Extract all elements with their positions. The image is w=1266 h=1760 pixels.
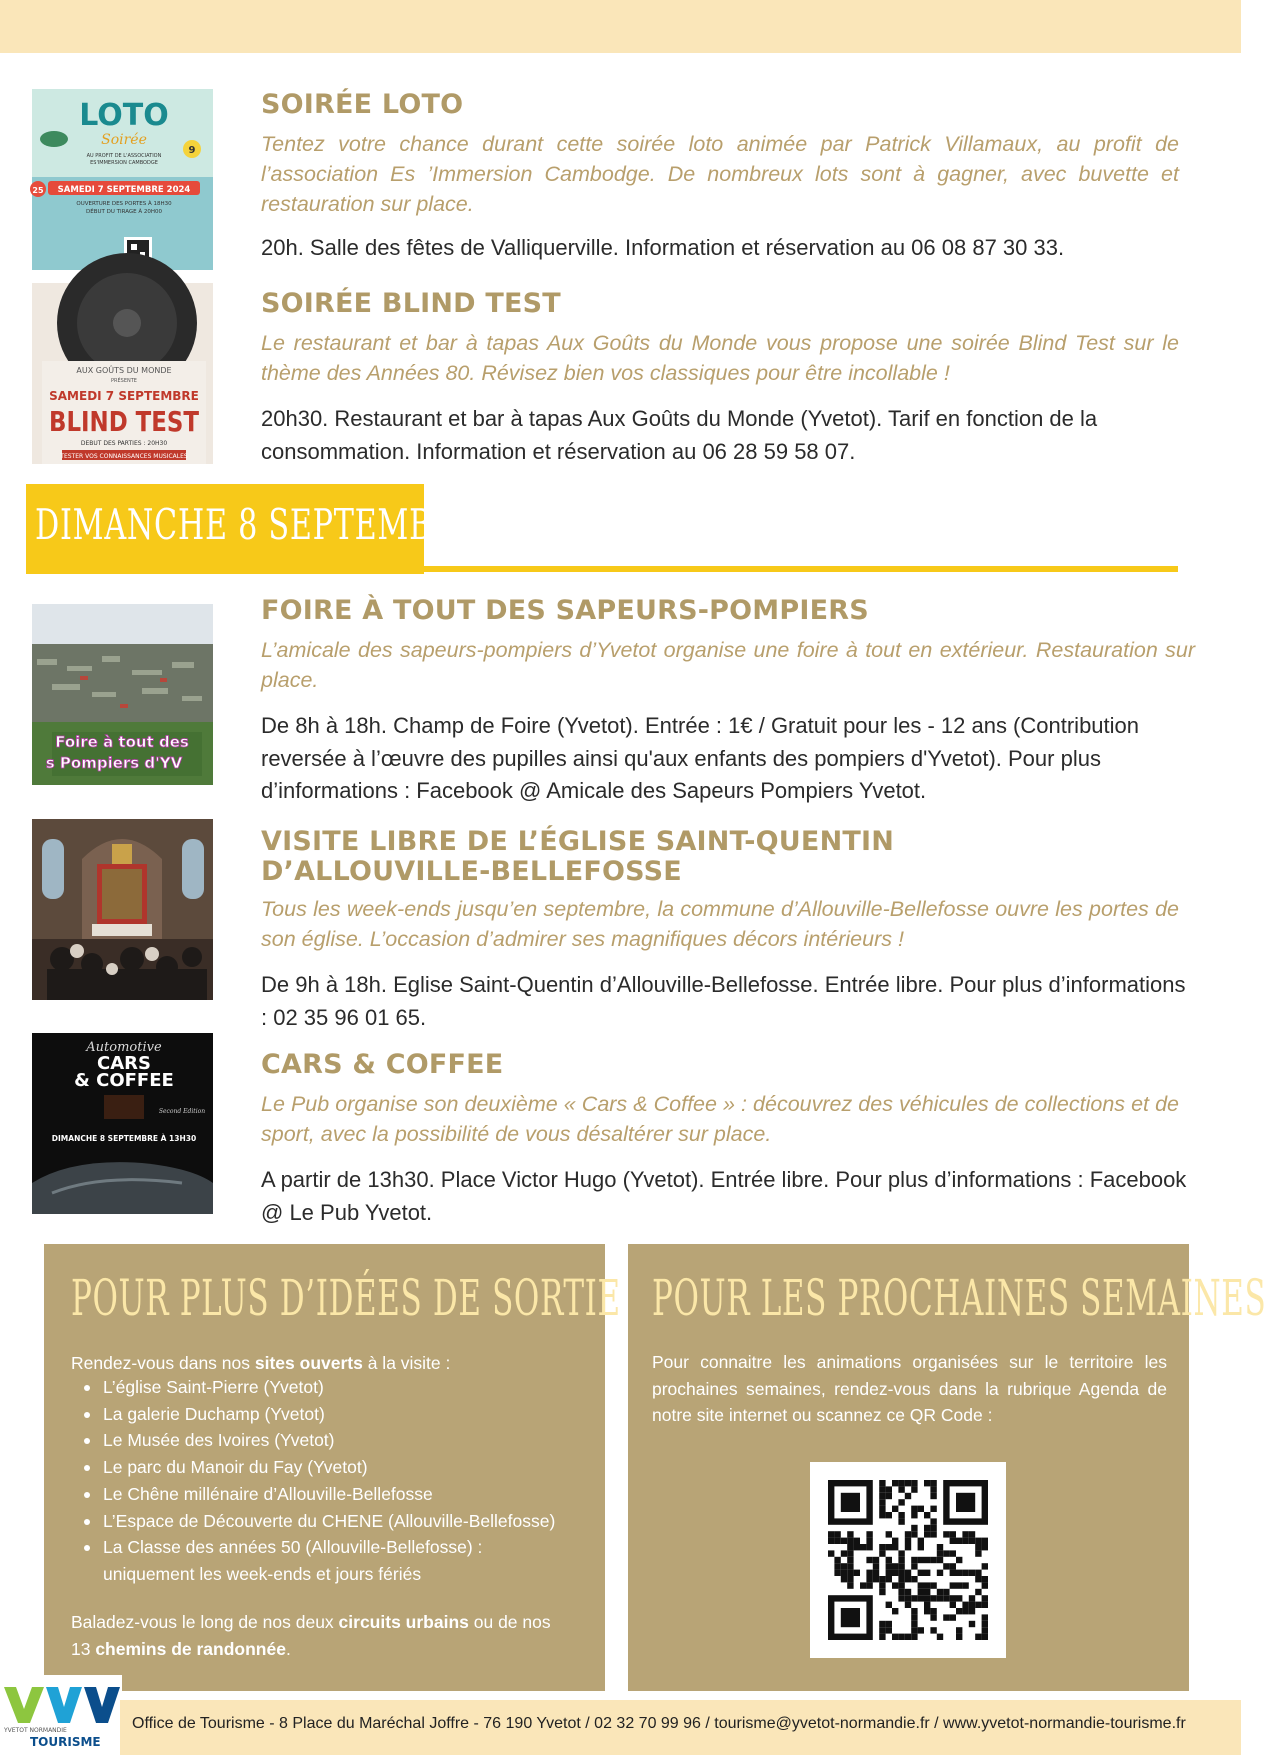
blind-poster-title: BLIND TEST [49,405,199,438]
event-info-eglise-saint-quentin: De 9h à 18h. Eglise Saint-Quentin d’Allouville-Bellefosse. Entrée libre. Pour plus d’informations : 02 35 96 01 65. [261,972,1186,1030]
list-item: L’église Saint-Pierre (Yvetot) [71,1374,555,1401]
event-info-foire-a-tout: De 8h à 18h. Champ de Foire (Yvetot). Entrée : 1€ / Gratuit pour les - 12 ans (Contribution reversée à l’œuvre des pupilles ainsi qu'aux enfants des pompiers d'Yvetot). Pour plus d’informations : Facebook @ Amicale des Sapeurs Pompiers Yvetot. [261,713,1140,803]
day-header-title: DIMANCHE 8 SEPTEMBRE [35,500,479,549]
loto-poster-date: SAMEDI 7 SEPTEMBRE 2024 [57,185,191,195]
blind-poster-tag: TESTER VOS CONNAISSANCES MUSICALES [60,453,188,460]
blind-poster-presente: PRÉSENTE [111,378,137,384]
yvetot-tourisme-logo [0,1675,122,1755]
footer-contact: Office de Tourisme - 8 Place du Maréchal Joffre - 76 190 Yvetot / 02 32 70 99 96 / tourisme@yvetot-normandie.fr / www.yvetot-normandie-tourisme.fr [132,1715,1186,1732]
event-info-soiree-blind-test: 20h30. Restaurant et bar à tapas Aux Goûts du Monde (Yvetot). Tarif en fonction de la consommation. Information et réservation au 06 28 59 58 07. [261,406,1098,464]
loto-poster-title: LOTO [79,98,169,133]
blind-poster-brand: AUX GOÛTS DU MONDE [76,366,172,375]
cars-coffee-poster-image [32,1033,213,1214]
foire-photo-image [32,604,213,785]
event-title-foire-a-tout: FOIRE À TOUT DES SAPEURS-POMPIERS [261,595,869,626]
list-item: La galerie Duchamp (Yvetot) [71,1401,555,1428]
event-desc-soiree-loto: Tentez votre chance durant cette soirée loto animée par Patrick Villamaux, au profit de l’association Es ’Immersion Cambodge. De nombreux lots sont à gagner, avec buvette et restauration sur place. [261,132,1179,216]
cars-poster-edition: Second Edition [158,1108,206,1115]
event-desc-eglise-saint-quentin: Tous les week-ends jusqu’en septembre, la commune d’Allouville-Bellefosse ouvre les portes de son église. L’occasion d’admirer ses magnifiques décors intérieurs ! [261,897,1179,951]
event-title-cars-coffee: CARS & COFFEE [261,1049,504,1080]
event-info-soiree-loto: 20h. Salle des fêtes de Valliquerville. Information et réservation au 06 08 87 30 33. [261,235,1065,260]
loto-poster-doors: OUVERTURE DES PORTES À 18H30 [76,201,172,207]
list-item: Le parc du Manoir du Fay (Yvetot) [71,1454,555,1481]
loto-poster-script: Soirée [101,132,147,148]
list-item: La Classe des années 50 (Allouville-Bellefosse) : [71,1534,555,1561]
box-next-weeks-title: POUR LES PROCHAINES SEMAINES [652,1269,1266,1327]
cars-poster-script: Automotive [86,1040,162,1055]
event-desc-foire-a-tout: L’amicale des sapeurs-pompiers d’Yvetot organise une foire à tout en extérieur. Restauration sur place. [261,638,1195,692]
event-info-cars-coffee: A partir de 13h30. Place Victor Hugo (Yvetot). Entrée libre. Pour plus d’informations : Facebook @ Le Pub Yvetot. [261,1167,1187,1225]
foire-photo-caption-1: Foire à tout des [55,733,189,751]
event-title-eglise-saint-quentin: VISITE LIBRE DE L’ÉGLISE SAINT-QUENTIN D’ALLOUVILLE-BELLEFOSSE [261,826,895,887]
event-title-soiree-loto: SOIRÉE LOTO [261,89,464,120]
blind-test-poster-image [32,283,213,464]
loto-poster-start: DÉBUT DU TIRAGE À 20H00 [85,209,163,215]
eglise-photo-image [32,819,213,1000]
agenda-qr-code[interactable] [810,1462,1006,1658]
loto-ball-25: 25 [32,186,44,195]
open-sites-list [71,1374,555,1588]
list-item: Le Chêne millénaire d’Allouville-Bellefosse [71,1481,555,1508]
cars-poster-date: DIMANCHE 8 SEPTEMBRE À 13H30 [51,1134,197,1143]
list-item-continuation: uniquement les week-ends et jours fériés [103,1563,422,1584]
cars-poster-line2: & COFFEE [74,1070,174,1091]
box-next-weeks-text: Pour connaitre les animations organisées sur le territoire les prochaines semaines, rendez-vous dans la rubrique Agenda de notre site internet ou scannez ce QR Code : [652,1352,1167,1425]
list-item: Le Musée des Ivoires (Yvetot) [71,1427,555,1454]
loto-poster-line1: AU PROFIT DE L'ASSOCIATION [86,153,162,159]
event-desc-cars-coffee: Le Pub organise son deuxième « Cars & Coffee » : découvrez des véhicules de collections et de sport, avec la possibilité de vous désaltérer sur place. [261,1092,1179,1146]
cars-poster-line1: CARS [97,1053,151,1074]
event-title-soiree-blind-test: SOIRÉE BLIND TEST [261,288,561,319]
top-band [0,0,1241,53]
list-item: L’Espace de Découverte du CHENE (Allouville-Bellefosse) [71,1508,555,1535]
logo-word: TOURISME [30,1735,101,1749]
box-more-ideas [44,1244,621,1691]
blind-poster-date: SAMEDI 7 SEPTEMBRE [49,389,199,403]
loto-ball-9: 9 [188,145,196,156]
box-next-weeks [628,1244,1266,1691]
box-more-ideas-title: POUR PLUS D’IDÉES DE SORTIE [71,1269,621,1327]
day-header-box [26,484,479,574]
box-more-ideas-intro: Rendez-vous dans nos sites ouverts à la visite : [71,1353,451,1373]
blind-poster-start: DEBUT DES PARTIES : 20H30 [80,440,168,447]
loto-poster-line2: ES'IMMERSION CAMBODGE [90,160,158,166]
foire-photo-caption-2: s Pompiers d'YV [45,754,183,772]
footer-band [120,1700,1241,1755]
loto-poster-image [32,89,213,270]
box-more-ideas-outro: Baladez-vous le long de nos deux circuits urbains ou de nos 13 chemins de randonnée. [71,1612,551,1659]
event-desc-soiree-blind-test: Le restaurant et bar à tapas Aux Goûts du Monde vous propose une soirée Blind Test sur le thème des Années 80. Révisez bien vos classiques pour être incollable ! [261,331,1179,385]
logo-small-text: YVETOT NORMANDIE [4,1727,67,1734]
